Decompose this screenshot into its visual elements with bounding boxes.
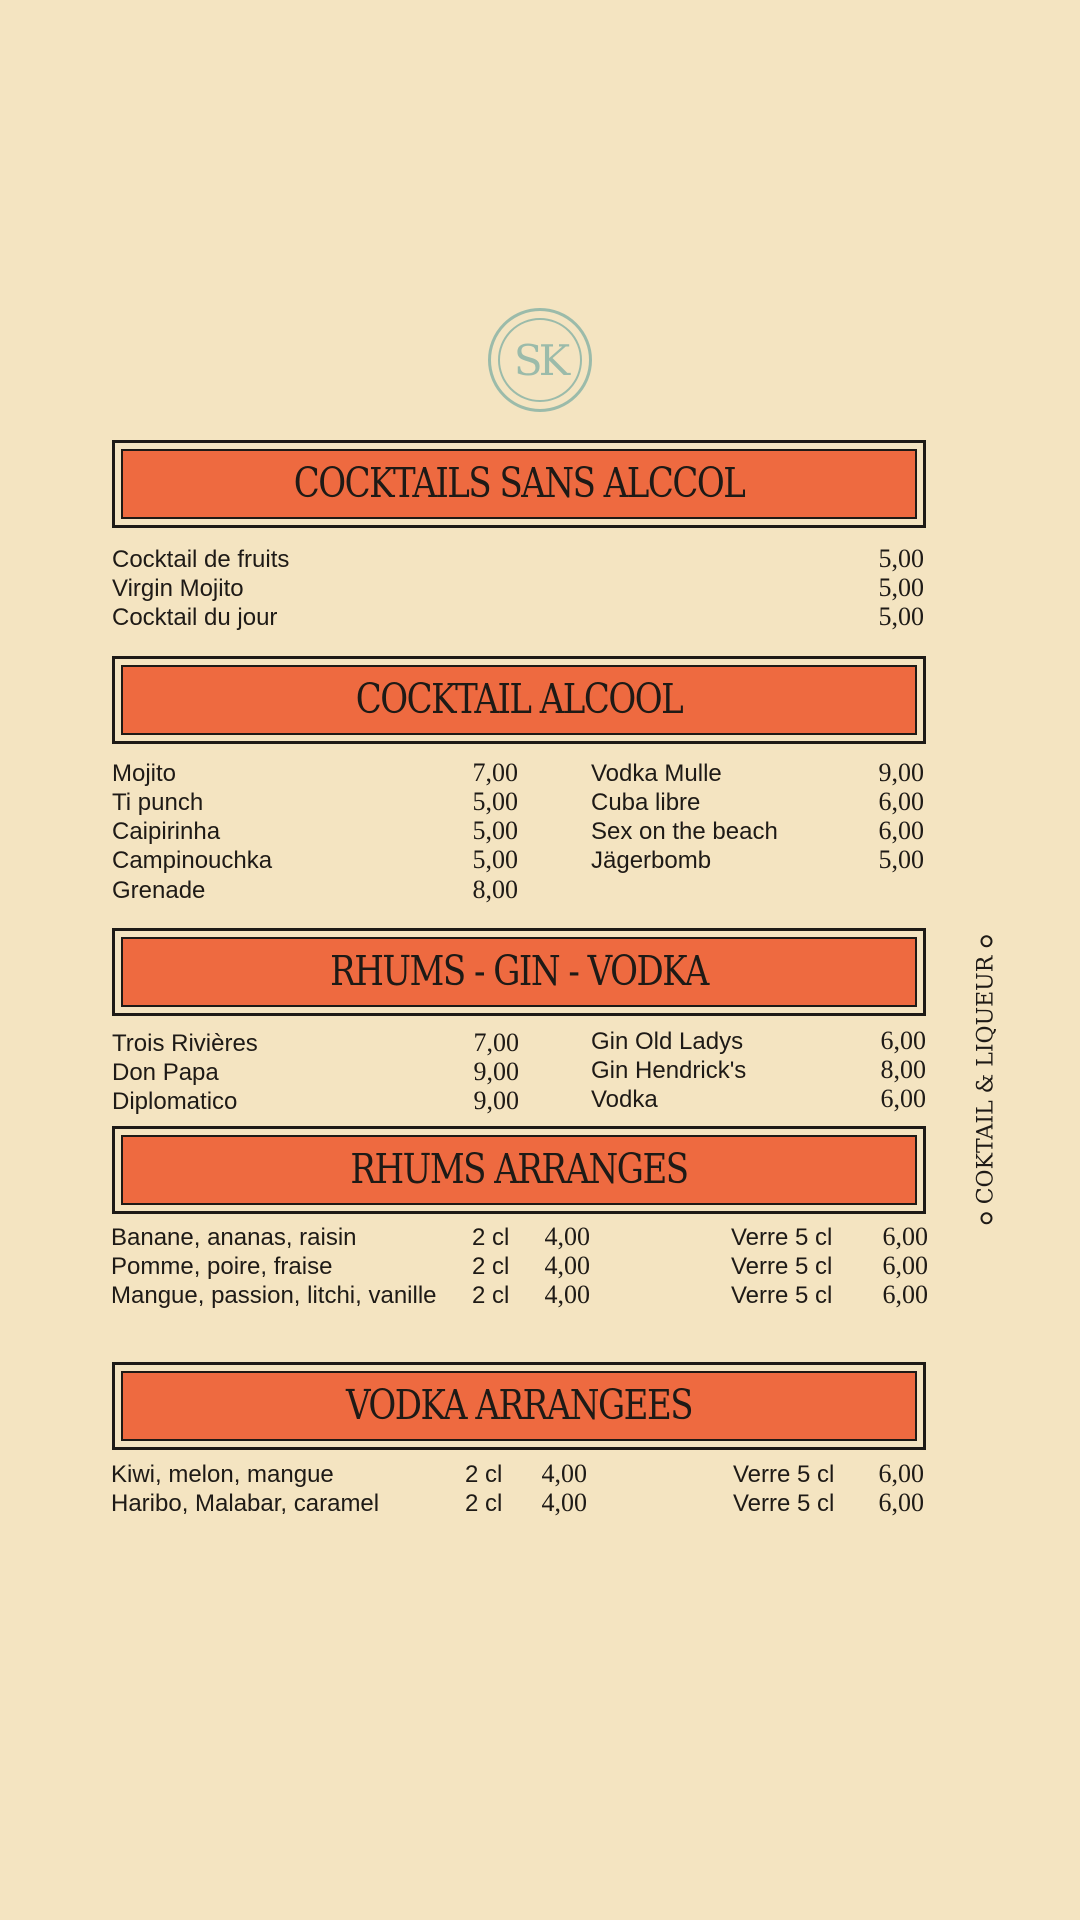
item-name: Cocktail du jour [112, 604, 278, 631]
item-price: 6,00 [878, 816, 924, 845]
item-price: 6,00 [882, 1222, 928, 1251]
item-price: 6,00 [878, 787, 924, 816]
logo-emblem [488, 308, 592, 412]
item-size: Verre 5 cl [731, 1253, 833, 1280]
item-price: 9,00 [473, 1086, 519, 1115]
item-price: 9,00 [878, 758, 924, 787]
item-size: 2 cl [472, 1253, 510, 1280]
banner-rhums-arranges [112, 1126, 926, 1214]
item-price: 7,00 [473, 1028, 519, 1057]
item-price: 6,00 [882, 1251, 928, 1280]
banner-cocktails-sans-alcool [112, 440, 926, 528]
item-name: Mojito [112, 760, 177, 787]
item-price: 6,00 [878, 1488, 924, 1517]
item-price: 6,00 [880, 1084, 926, 1113]
item-price: 4,00 [544, 1251, 590, 1280]
item-price: 5,00 [878, 573, 924, 602]
item-name: Don Papa [112, 1059, 219, 1086]
item-name: Cocktail de fruits [112, 546, 290, 573]
item-price: 4,00 [541, 1459, 587, 1488]
side-label-text: COKTAIL & LIQUEUR [973, 955, 999, 1205]
banner-rhums-gin-vodka [112, 928, 926, 1016]
logo-monogram: SK [498, 318, 582, 402]
item-name: Pomme, poire, fraise [111, 1253, 333, 1280]
item-name: Virgin Mojito [112, 575, 244, 602]
section-title: COCKTAIL ALCOOL [355, 676, 683, 724]
item-name: Kiwi, melon, mangue [111, 1461, 334, 1488]
item-name: Trois Rivières [112, 1030, 258, 1057]
item-price: 9,00 [473, 1057, 519, 1086]
item-size: 2 cl [472, 1224, 510, 1251]
item-size: Verre 5 cl [733, 1461, 835, 1488]
item-price: 4,00 [544, 1280, 590, 1309]
item-size: Verre 5 cl [733, 1490, 835, 1517]
item-name: Banane, ananas, raisin [111, 1224, 357, 1251]
banner-vodka-arrangees [112, 1362, 926, 1450]
item-name: Caipirinha [112, 818, 221, 845]
item-price: 5,00 [878, 845, 924, 874]
circle-ornament-icon [980, 936, 992, 948]
item-name: Gin Hendrick's [591, 1057, 747, 1084]
section-title: RHUMS ARRANGES [350, 1146, 688, 1194]
item-name: Campinouchka [112, 847, 273, 874]
item-price: 5,00 [472, 845, 518, 874]
item-name: Vodka Mulle [591, 760, 722, 787]
item-name: Jägerbomb [591, 847, 712, 874]
item-name: Vodka [591, 1086, 658, 1113]
item-size: 2 cl [472, 1282, 510, 1309]
section-title: VODKA ARRANGEES [345, 1382, 693, 1430]
item-price: 5,00 [472, 787, 518, 816]
item-name: Ti punch [112, 789, 204, 816]
item-size: 2 cl [465, 1461, 503, 1488]
section-title: COCKTAILS SANS ALCCOL [293, 460, 745, 508]
item-name: Diplomatico [112, 1088, 238, 1115]
item-price: 7,00 [472, 758, 518, 787]
banner-cocktail-alcool [112, 656, 926, 744]
item-name: Mangue, passion, litchi, vanille [111, 1282, 437, 1309]
item-price: 8,00 [880, 1055, 926, 1084]
item-price: 5,00 [472, 816, 518, 845]
item-price: 5,00 [878, 602, 924, 631]
item-price: 8,00 [472, 875, 518, 904]
item-size: 2 cl [465, 1490, 503, 1517]
section-title: RHUMS - GIN - VODKA [330, 948, 708, 996]
circle-ornament-icon [980, 1212, 992, 1224]
item-price: 6,00 [882, 1280, 928, 1309]
item-name: Grenade [112, 877, 206, 904]
item-size: Verre 5 cl [731, 1224, 833, 1251]
item-price: 6,00 [878, 1459, 924, 1488]
side-label [974, 936, 999, 1225]
item-name: Haribo, Malabar, caramel [111, 1490, 380, 1517]
item-name: Gin Old Ladys [591, 1028, 744, 1055]
item-price: 4,00 [544, 1222, 590, 1251]
item-size: Verre 5 cl [731, 1282, 833, 1309]
item-price: 6,00 [880, 1026, 926, 1055]
item-price: 4,00 [541, 1488, 587, 1517]
item-name: Sex on the beach [591, 818, 778, 845]
item-price: 5,00 [878, 544, 924, 573]
item-name: Cuba libre [591, 789, 701, 816]
